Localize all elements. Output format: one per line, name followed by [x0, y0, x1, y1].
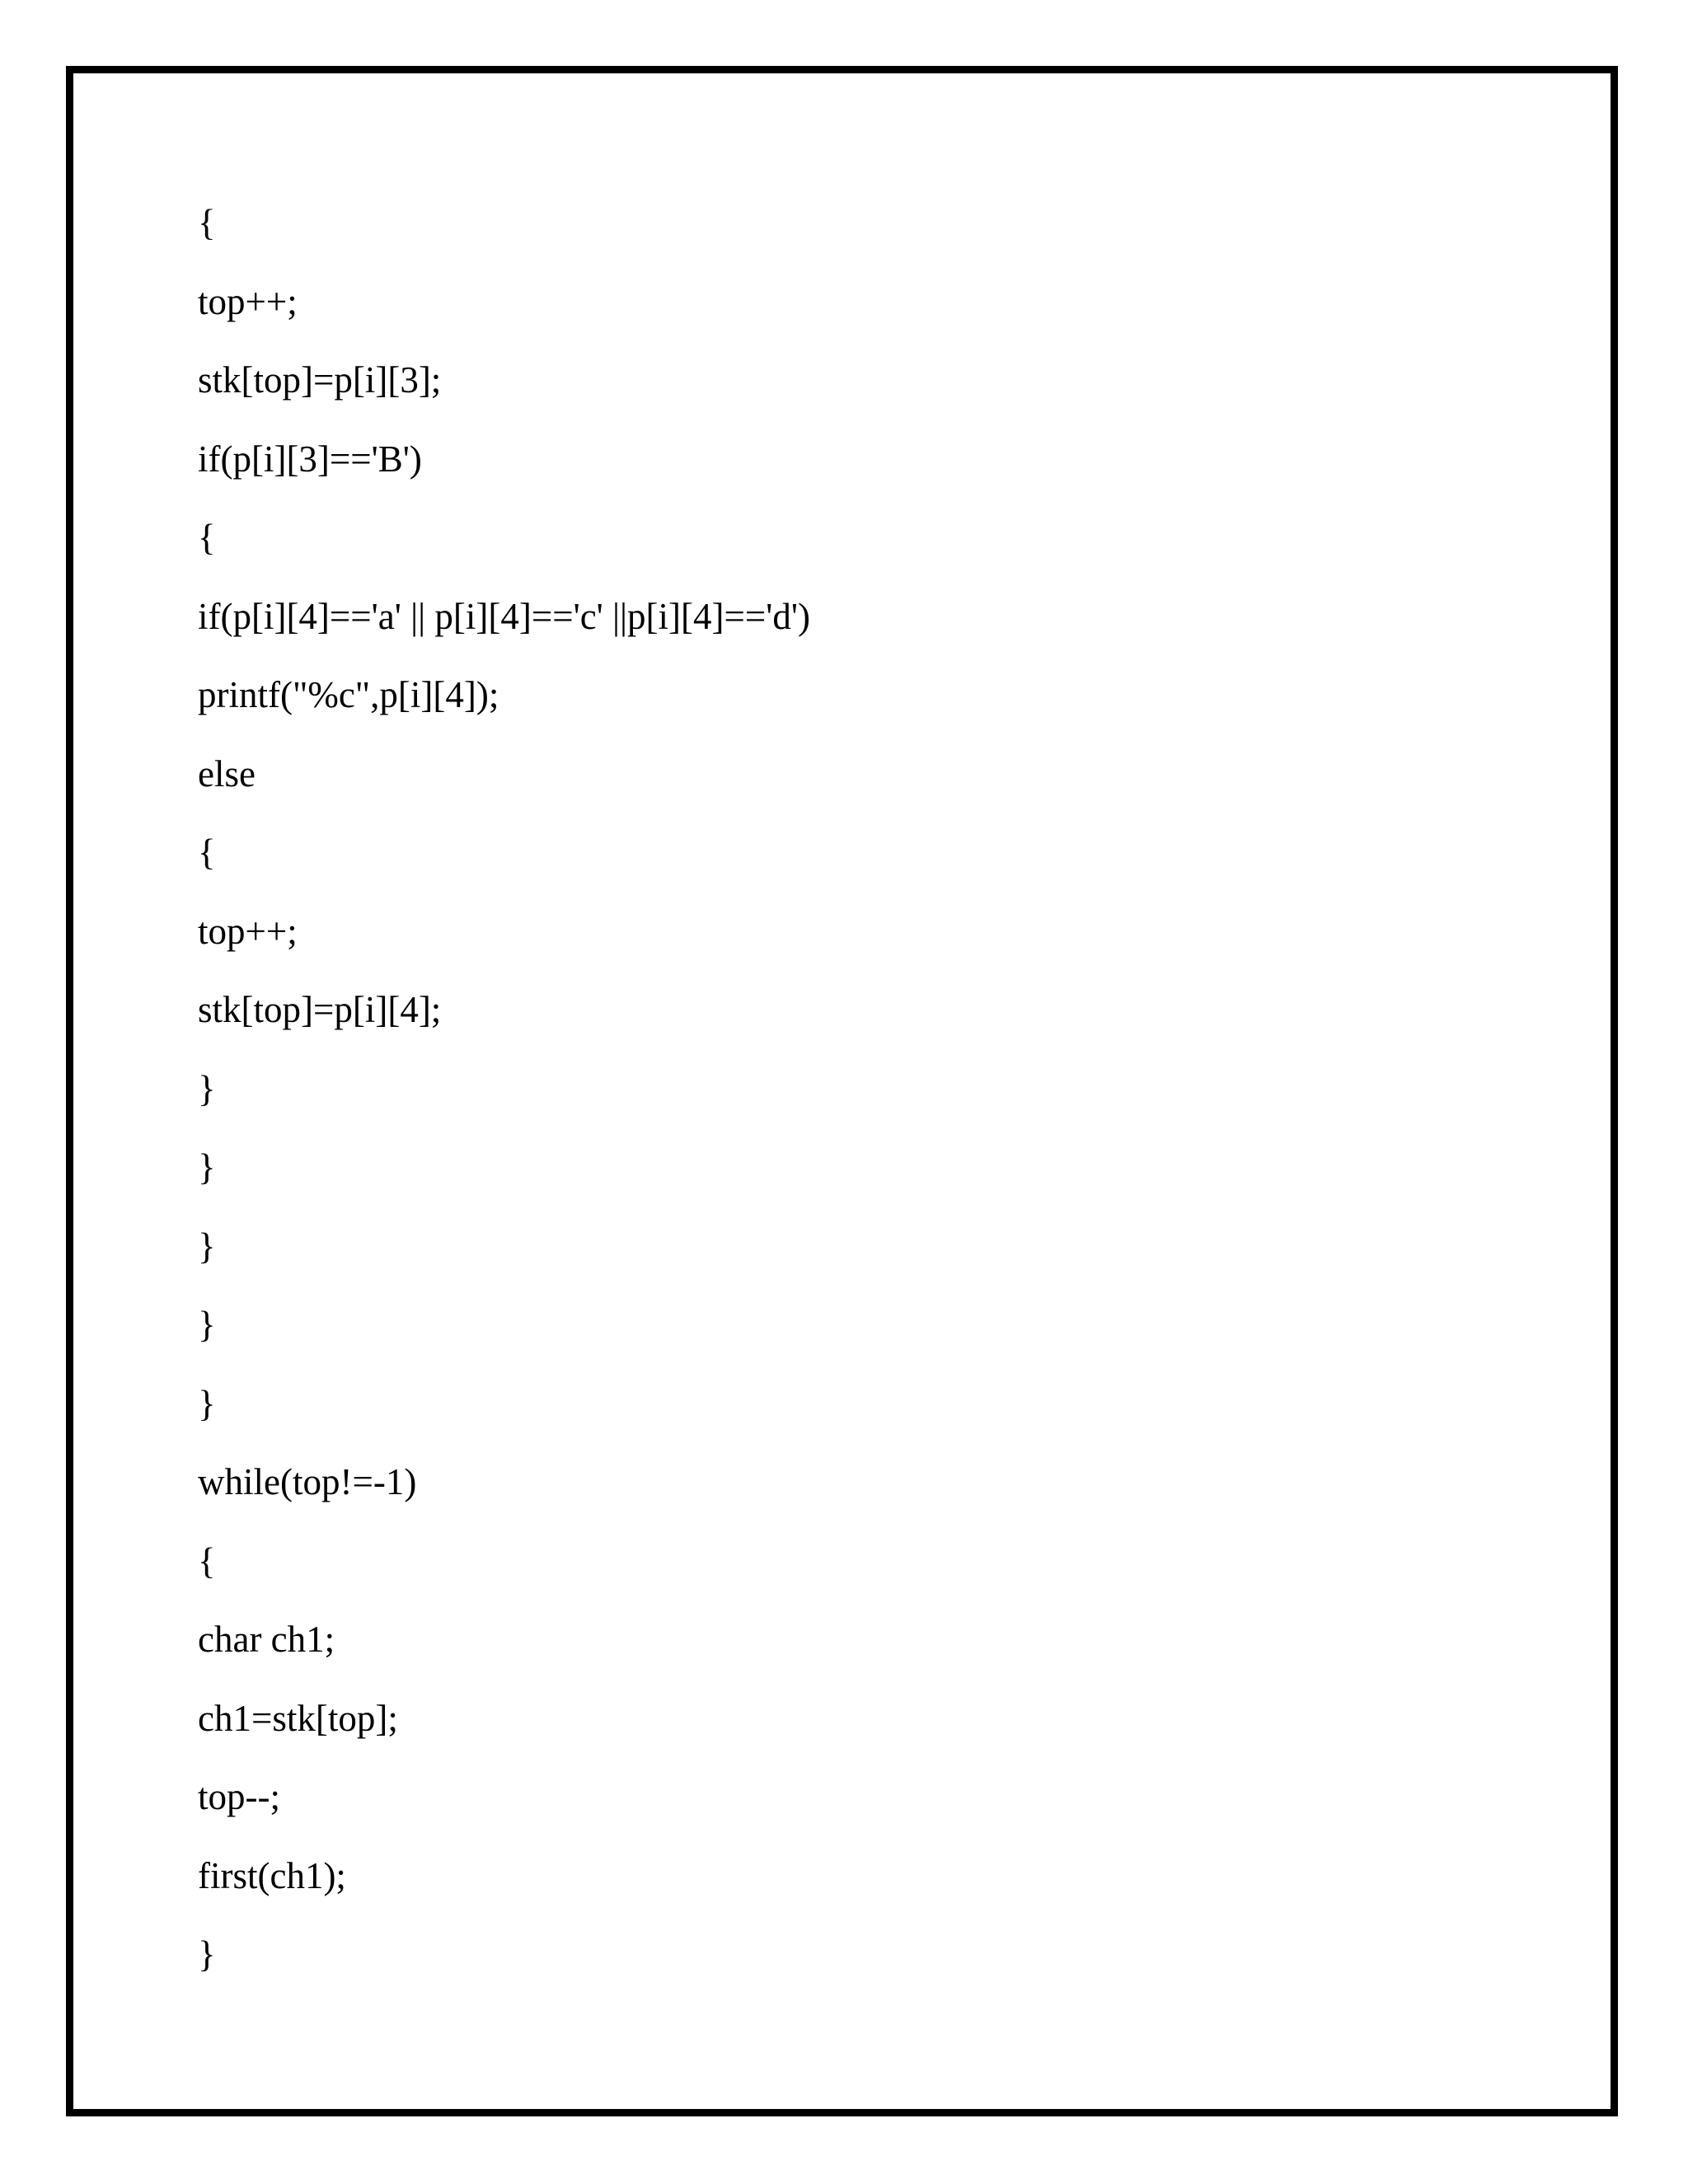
code-line: }: [198, 1225, 216, 1267]
code-line: {: [198, 517, 216, 558]
code-line: }: [198, 1382, 216, 1424]
code-line: if(p[i][4]=='a' || p[i][4]=='c' ||p[i][4]=='d'): [198, 595, 810, 637]
code-line: printf("%c",p[i][4]);: [198, 674, 499, 715]
code-line: }: [198, 1146, 216, 1188]
code-line: top++;: [198, 910, 298, 952]
code-line: top--;: [198, 1776, 280, 1817]
code-line: {: [198, 832, 216, 873]
code-line: first(ch1);: [198, 1854, 346, 1896]
code-line: ch1=stk[top];: [198, 1697, 398, 1739]
code-line: }: [198, 1067, 216, 1109]
code-line: if(p[i][3]=='B'): [198, 438, 422, 480]
code-line: top++;: [198, 280, 298, 322]
code-line: stk[top]=p[i][4];: [198, 989, 442, 1030]
code-line: }: [198, 1933, 216, 1975]
code-line: else: [198, 752, 256, 794]
code-line: stk[top]=p[i][3];: [198, 359, 442, 401]
code-line: {: [198, 1540, 216, 1582]
code-line: while(top!=-1): [198, 1461, 417, 1502]
code-line: {: [198, 202, 216, 243]
code-line: char ch1;: [198, 1619, 335, 1660]
code-listing: [198, 194, 810, 2004]
code-line: }: [198, 1304, 216, 1345]
